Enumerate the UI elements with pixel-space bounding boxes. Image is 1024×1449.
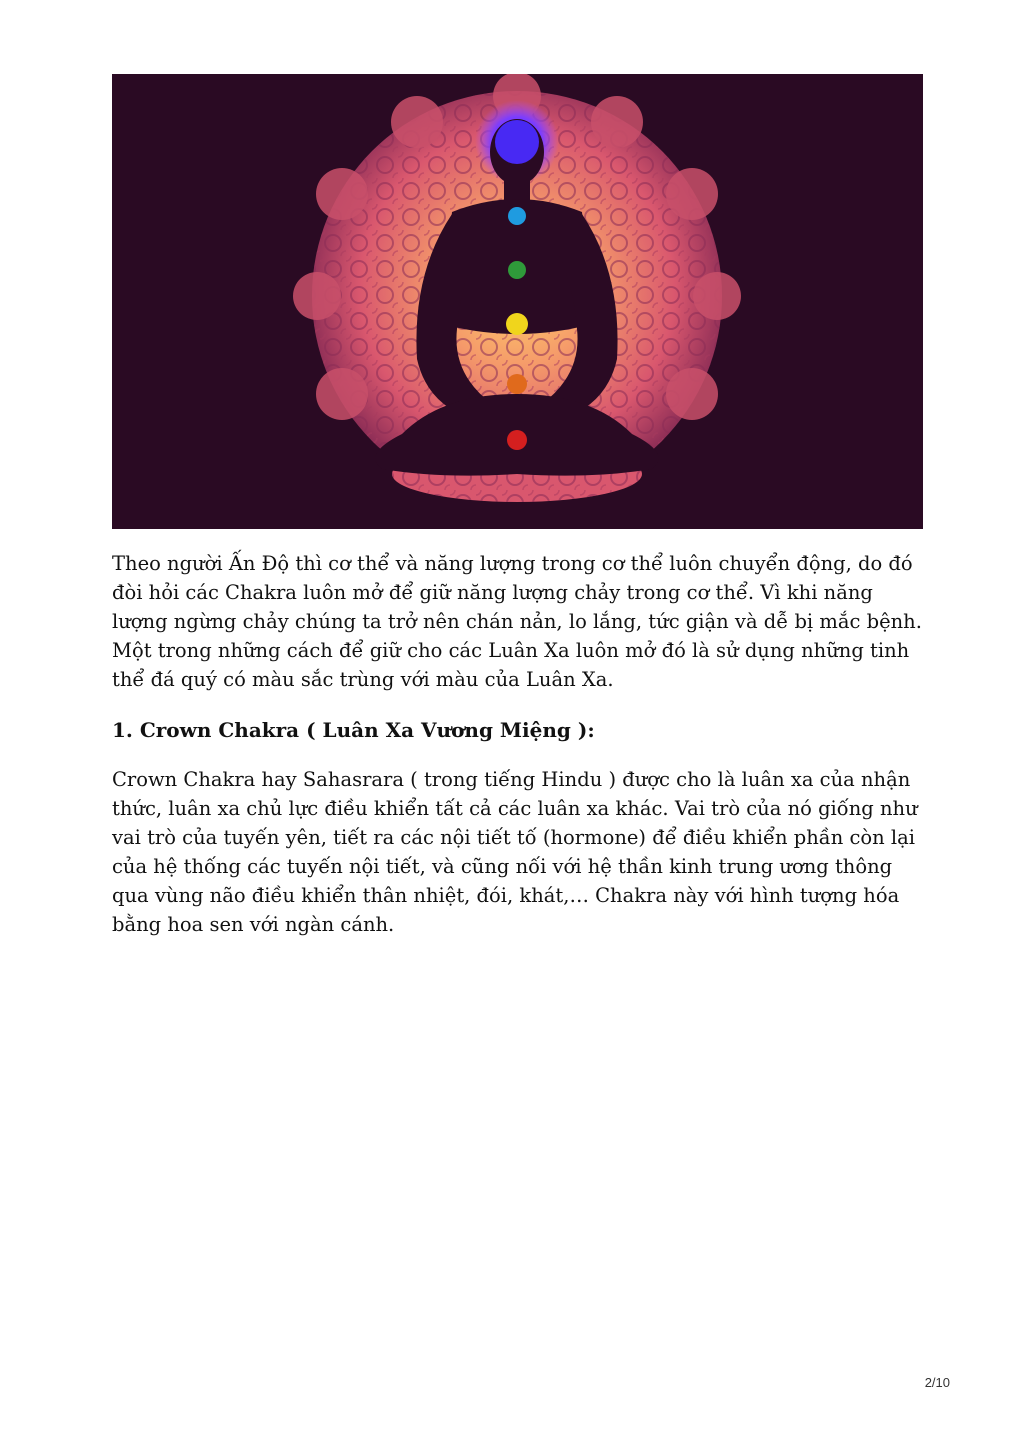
chakra-meditation-image (112, 74, 923, 529)
meditating-figure-chakra-mandala-image (112, 74, 923, 529)
page-number: 2/10 (924, 1375, 950, 1390)
crown-chakra-paragraph: Crown Chakra hay Sahasrara ( trong tiếng Hindu ) được cho là luân xa của nhận thức, luân xa chủ lực điều khiển tất cả các luân xa khác. Vai trò của nó giống như vai trò của tuyến yên, tiết ra các nội tiết tố (hormone) để điều khiển phần còn lại của hệ thống các tuyến nội tiết, và cũng nối với hệ thần kinh trung ương thông qua vùng não điều khiển thân nhiệt, đói, khát,… Chakra này với hình tượng hóa bằng hoa sen với ngàn cánh. (112, 768, 918, 936)
intro-paragraph: Theo người Ấn Độ thì cơ thể và năng lượng trong cơ thể luôn chuyển động, do đó đòi hỏi các Chakra luôn mở để giữ năng lượng chảy trong cơ thể. Vì khi năng lượng ngừng chảy chúng ta trở nên chán nản, lo lắng, tức giận và dễ bị mắc bệnh. Một trong những cách để giữ cho các Luân Xa luôn mở đó là sử dụng những tinh thể đá quý có màu sắc trùng với màu của Luân Xa. (112, 552, 922, 691)
section-heading-crown-chakra: 1. Crown Chakra ( Luân Xa Vương Miệng ): (112, 718, 595, 742)
